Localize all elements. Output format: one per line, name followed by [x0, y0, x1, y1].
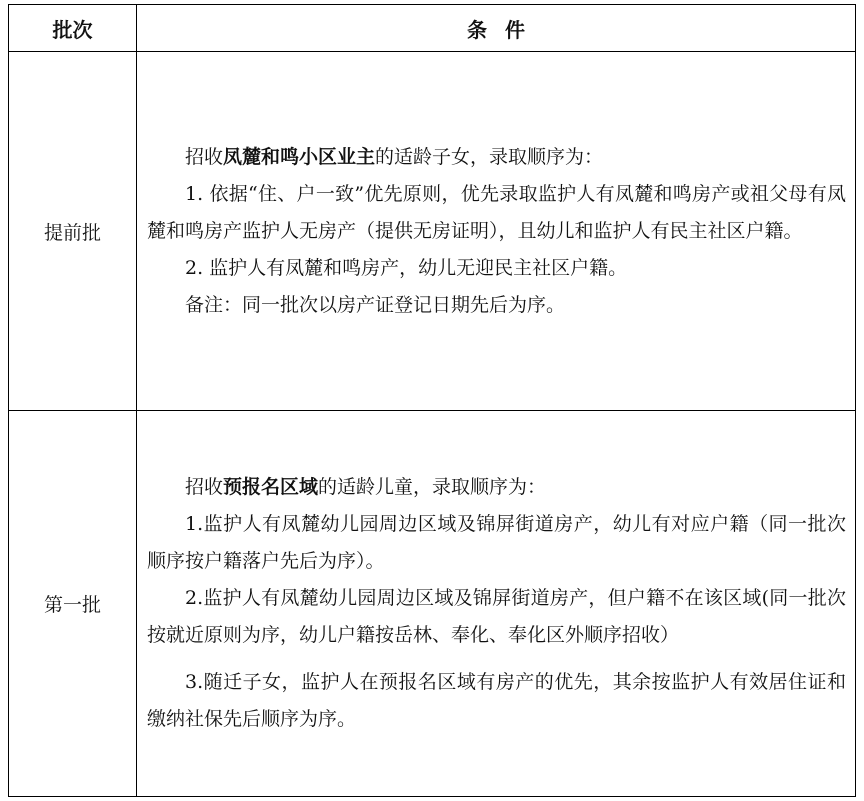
condition-item: 2.监护人有凤麓幼儿园周边区域及锦屏街道房产，但户籍不在该区域(同一批次按就近原则为序，幼儿户籍按岳林、奉化、奉化区外顺序招收）: [147, 587, 846, 646]
intro-prefix: 招收: [185, 476, 224, 498]
table-header-row: [9, 5, 856, 52]
table-row: [9, 52, 856, 411]
condition-item: 1.监护人有凤麓幼儿园周边区域及锦屏街道房产，幼儿有对应户籍（同一批次顺序按户籍落户先后为序）。: [147, 513, 846, 572]
condition-item: 3.随迁子女，监护人在预报名区域有房产的优先，其余按监护人有效居住证和缴纳社保先后顺序为序。: [147, 671, 846, 730]
intro-bold-target: 凤麓和鸣小区业主: [223, 145, 376, 168]
intro-paragraph: [147, 469, 846, 506]
table-row: [9, 411, 856, 797]
condition-item: 1. 依据“住、户一致”优先原则，优先录取监护人有凤麓和鸣房产或祖父母有凤麓和鸣房产监护人无房产（提供无房证明），且幼儿和监护人有民主社区户籍。: [147, 182, 846, 242]
batch-label: 第一批: [9, 411, 137, 797]
intro-paragraph: [147, 139, 846, 176]
admission-conditions-table: [8, 4, 856, 797]
header-conditions: 条件: [137, 5, 856, 52]
remark-item: 备注：同一批次以房产证登记日期先后为序。: [185, 293, 566, 316]
intro-bold-target: 预报名区域: [223, 476, 319, 498]
conditions-cell: [137, 411, 856, 797]
intro-suffix: 的适龄子女，录取顺序为：: [375, 145, 604, 168]
conditions-cell: [137, 52, 856, 411]
header-batch: 批次: [9, 5, 137, 52]
batch-label: 提前批: [9, 52, 137, 411]
condition-item: 2. 监护人有凤麓和鸣房产，幼儿无迎民主社区户籍。: [185, 256, 628, 279]
intro-prefix: 招收: [185, 145, 224, 168]
intro-suffix: 的适龄儿童，录取顺序为：: [318, 476, 547, 498]
